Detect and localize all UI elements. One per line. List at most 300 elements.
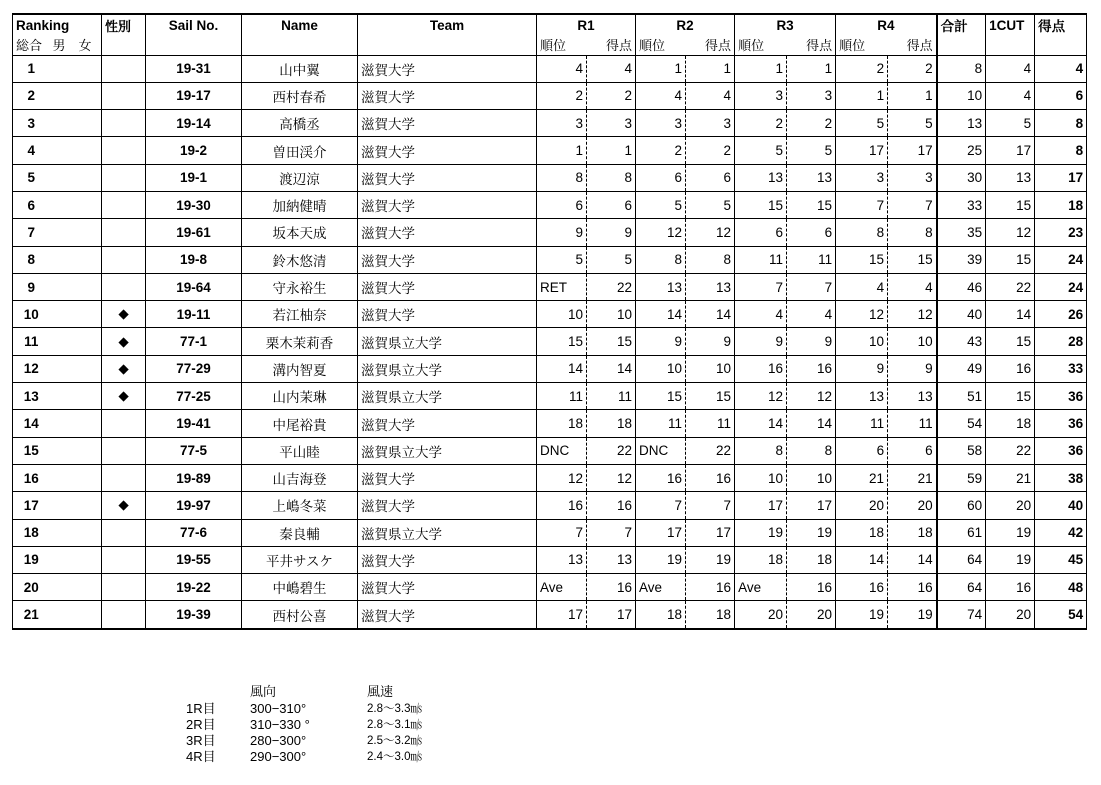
cut-cell: 13: [986, 164, 1035, 191]
r2-points-cell: 8: [686, 246, 735, 273]
r4-points-cell: 6: [888, 437, 937, 464]
gender-marker: [102, 137, 146, 164]
team-cell: 滋賀大学: [358, 55, 537, 82]
cut-cell: 15: [986, 246, 1035, 273]
r3-rank-cell: 13: [735, 164, 787, 191]
header-total: 合計: [937, 14, 986, 35]
gender-marker: [102, 164, 146, 191]
rank-cell: 15: [13, 437, 50, 464]
table-row: [13, 492, 1087, 519]
r3-points-cell: 18: [787, 546, 836, 573]
table-row: [13, 601, 1087, 629]
team-cell: 滋賀県立大学: [358, 383, 537, 410]
table-row: [13, 137, 1087, 164]
r1-rank-cell: 12: [537, 464, 587, 491]
total-cell: 30: [937, 164, 986, 191]
female-marker-cell: [76, 273, 102, 300]
total-cell: 46: [937, 273, 986, 300]
r1-rank-cell: 14: [537, 355, 587, 382]
r3-points-cell: 19: [787, 519, 836, 546]
r4-points-cell: 21: [888, 464, 937, 491]
wind-rows: [180, 701, 422, 765]
subheader-female: 女: [76, 35, 102, 55]
cut-cell: 19: [986, 519, 1035, 546]
subheader-r2-rank: 順位: [636, 35, 686, 55]
r3-rank-cell: 17: [735, 492, 787, 519]
r3-rank-cell: 19: [735, 519, 787, 546]
r4-rank-cell: 1: [836, 82, 888, 109]
r1-rank-cell: 10: [537, 301, 587, 328]
result-rows: [13, 55, 1087, 629]
r1-points-cell: 8: [587, 164, 636, 191]
team-cell: 滋賀大学: [358, 546, 537, 573]
female-marker-cell: [76, 246, 102, 273]
r3-rank-cell: 9: [735, 328, 787, 355]
r2-points-cell: 7: [686, 492, 735, 519]
name-cell: 上嶋冬菜: [242, 492, 358, 519]
team-cell: 滋賀大学: [358, 191, 537, 218]
r1-rank-cell: DNC: [537, 437, 587, 464]
rank-cell: 19: [13, 546, 50, 573]
r2-rank-cell: 15: [636, 383, 686, 410]
wind-speed: 2.5〜3.2㎧: [367, 735, 422, 747]
team-cell: 滋賀大学: [358, 273, 537, 300]
total-cell: 10: [937, 82, 986, 109]
female-marker-cell: [76, 219, 102, 246]
total-cell: 25: [937, 137, 986, 164]
r1-rank-cell: Ave: [537, 574, 587, 601]
r2-points-cell: 22: [686, 437, 735, 464]
results-table: [12, 13, 1087, 630]
total-cell: 60: [937, 492, 986, 519]
r2-points-cell: 14: [686, 301, 735, 328]
total-cell: 49: [937, 355, 986, 382]
r4-points-cell: 12: [888, 301, 937, 328]
team-cell: 滋賀大学: [358, 601, 537, 629]
r3-rank-cell: 18: [735, 546, 787, 573]
r2-points-cell: 18: [686, 601, 735, 629]
r3-rank-cell: 8: [735, 437, 787, 464]
r4-rank-cell: 14: [836, 546, 888, 573]
rank-cell: 1: [13, 55, 50, 82]
r2-points-cell: 15: [686, 383, 735, 410]
female-marker-cell: [76, 492, 102, 519]
female-marker-cell: [76, 55, 102, 82]
r2-points-cell: 1: [686, 55, 735, 82]
r3-points-cell: 11: [787, 246, 836, 273]
score-cell: 4: [1035, 55, 1087, 82]
rank-cell: 20: [13, 574, 50, 601]
r2-rank-cell: 12: [636, 219, 686, 246]
r4-points-cell: 4: [888, 273, 937, 300]
sail-no-cell: 19-14: [146, 110, 242, 137]
r1-rank-cell: 18: [537, 410, 587, 437]
male-cell: [50, 273, 76, 300]
team-cell: 滋賀大学: [358, 464, 537, 491]
team-cell: 滋賀大学: [358, 82, 537, 109]
rank-cell: 7: [13, 219, 50, 246]
r1-points-cell: 16: [587, 574, 636, 601]
r3-rank-cell: 10: [735, 464, 787, 491]
female-marker-cell: [76, 464, 102, 491]
wind-speed-header: 風速: [367, 684, 394, 699]
female-marker-cell: [76, 301, 102, 328]
subheader-r3-points: 得点: [787, 35, 836, 55]
sail-no-cell: 19-17: [146, 82, 242, 109]
sail-no-cell: 19-64: [146, 273, 242, 300]
score-cell: 17: [1035, 164, 1087, 191]
table-row: [13, 328, 1087, 355]
r2-points-cell: 17: [686, 519, 735, 546]
r1-points-cell: 10: [587, 301, 636, 328]
female-marker-cell: [76, 437, 102, 464]
sail-no-cell: 77-6: [146, 519, 242, 546]
r4-points-cell: 8: [888, 219, 937, 246]
rank-cell: 5: [13, 164, 50, 191]
header-r2: R2: [636, 14, 735, 35]
male-cell: [50, 355, 76, 382]
gender-marker: ◆: [102, 355, 146, 382]
table-row: [13, 164, 1087, 191]
r4-points-cell: 3: [888, 164, 937, 191]
team-cell: 滋賀大学: [358, 110, 537, 137]
name-cell: 渡辺涼: [242, 164, 358, 191]
r1-points-cell: 13: [587, 546, 636, 573]
total-cell: 33: [937, 191, 986, 218]
header-gender: 性別: [102, 14, 146, 35]
score-cell: 48: [1035, 574, 1087, 601]
cut-cell: 22: [986, 437, 1035, 464]
r4-rank-cell: 13: [836, 383, 888, 410]
score-cell: 28: [1035, 328, 1087, 355]
r2-rank-cell: 1: [636, 55, 686, 82]
r1-points-cell: 15: [587, 328, 636, 355]
r4-rank-cell: 5: [836, 110, 888, 137]
cut-cell: 20: [986, 492, 1035, 519]
r2-rank-cell: Ave: [636, 574, 686, 601]
male-cell: [50, 492, 76, 519]
subheader-team-blank: [358, 35, 537, 55]
male-cell: [50, 410, 76, 437]
r2-rank-cell: 14: [636, 301, 686, 328]
team-cell: 滋賀県立大学: [358, 519, 537, 546]
score-cell: 36: [1035, 383, 1087, 410]
cut-cell: 20: [986, 601, 1035, 629]
header-r4: R4: [836, 14, 937, 35]
subheader-cut-blank: [986, 35, 1035, 55]
female-marker-cell: [76, 383, 102, 410]
team-cell: 滋賀大学: [358, 246, 537, 273]
subheader-r3-rank: 順位: [735, 35, 787, 55]
r4-points-cell: 19: [888, 601, 937, 629]
score-cell: 36: [1035, 437, 1087, 464]
gender-marker: ◆: [102, 383, 146, 410]
r4-rank-cell: 2: [836, 55, 888, 82]
rank-cell: 3: [13, 110, 50, 137]
total-cell: 43: [937, 328, 986, 355]
r3-points-cell: 9: [787, 328, 836, 355]
r4-rank-cell: 12: [836, 301, 888, 328]
r1-rank-cell: 5: [537, 246, 587, 273]
gender-marker: ◆: [102, 301, 146, 328]
total-cell: 54: [937, 410, 986, 437]
r3-points-cell: 10: [787, 464, 836, 491]
r2-rank-cell: 11: [636, 410, 686, 437]
r3-rank-cell: 6: [735, 219, 787, 246]
name-cell: 若江柚奈: [242, 301, 358, 328]
wind-direction: 300−310°: [250, 701, 307, 716]
gender-marker: [102, 601, 146, 629]
r1-rank-cell: 6: [537, 191, 587, 218]
cut-cell: 15: [986, 328, 1035, 355]
wind-dir-header: 風向: [250, 684, 277, 699]
gender-marker: ◆: [102, 492, 146, 519]
r2-points-cell: 9: [686, 328, 735, 355]
r2-rank-cell: 5: [636, 191, 686, 218]
male-cell: [50, 137, 76, 164]
rank-cell: 8: [13, 246, 50, 273]
rank-cell: 16: [13, 464, 50, 491]
r2-rank-cell: 3: [636, 110, 686, 137]
subheader-r4-rank: 順位: [836, 35, 888, 55]
r1-rank-cell: 3: [537, 110, 587, 137]
r2-points-cell: 2: [686, 137, 735, 164]
r2-rank-cell: 8: [636, 246, 686, 273]
r4-rank-cell: 17: [836, 137, 888, 164]
wind-row: [180, 733, 422, 749]
r4-rank-cell: 16: [836, 574, 888, 601]
gender-marker: [102, 110, 146, 137]
r3-points-cell: 15: [787, 191, 836, 218]
sail-no-cell: 77-29: [146, 355, 242, 382]
r1-rank-cell: 17: [537, 601, 587, 629]
male-cell: [50, 464, 76, 491]
r3-points-cell: 8: [787, 437, 836, 464]
team-cell: 滋賀県立大学: [358, 328, 537, 355]
r1-points-cell: 1: [587, 137, 636, 164]
r4-points-cell: 5: [888, 110, 937, 137]
r3-points-cell: 17: [787, 492, 836, 519]
table-row: [13, 219, 1087, 246]
sail-no-cell: 19-55: [146, 546, 242, 573]
score-cell: 24: [1035, 246, 1087, 273]
female-marker-cell: [76, 82, 102, 109]
team-cell: 滋賀大学: [358, 410, 537, 437]
r2-rank-cell: 7: [636, 492, 686, 519]
r3-rank-cell: 20: [735, 601, 787, 629]
r3-rank-cell: 16: [735, 355, 787, 382]
r3-points-cell: 16: [787, 355, 836, 382]
rank-cell: 4: [13, 137, 50, 164]
r4-rank-cell: 19: [836, 601, 888, 629]
rank-cell: 12: [13, 355, 50, 382]
r2-rank-cell: 10: [636, 355, 686, 382]
subheader-score-blank: [1035, 35, 1087, 55]
subheader-r1-points: 得点: [587, 35, 636, 55]
rank-cell: 18: [13, 519, 50, 546]
r4-points-cell: 9: [888, 355, 937, 382]
female-marker-cell: [76, 328, 102, 355]
table-row: [13, 55, 1087, 82]
female-marker-cell: [76, 137, 102, 164]
r2-points-cell: 12: [686, 219, 735, 246]
score-cell: 6: [1035, 82, 1087, 109]
female-marker-cell: [76, 519, 102, 546]
table-row: [13, 246, 1087, 273]
r1-points-cell: 18: [587, 410, 636, 437]
cut-cell: 4: [986, 55, 1035, 82]
team-cell: 滋賀県立大学: [358, 355, 537, 382]
name-cell: 中嶋碧生: [242, 574, 358, 601]
r1-rank-cell: 1: [537, 137, 587, 164]
total-cell: 40: [937, 301, 986, 328]
r1-points-cell: 4: [587, 55, 636, 82]
r3-points-cell: 3: [787, 82, 836, 109]
table-row: [13, 301, 1087, 328]
r2-points-cell: 3: [686, 110, 735, 137]
score-cell: 42: [1035, 519, 1087, 546]
sail-no-cell: 19-2: [146, 137, 242, 164]
cut-cell: 15: [986, 191, 1035, 218]
r2-rank-cell: 6: [636, 164, 686, 191]
cut-cell: 12: [986, 219, 1035, 246]
r3-points-cell: 16: [787, 574, 836, 601]
r4-rank-cell: 10: [836, 328, 888, 355]
cut-cell: 14: [986, 301, 1035, 328]
r3-points-cell: 13: [787, 164, 836, 191]
r1-rank-cell: 8: [537, 164, 587, 191]
male-cell: [50, 383, 76, 410]
r3-points-cell: 5: [787, 137, 836, 164]
r3-rank-cell: 12: [735, 383, 787, 410]
table-row: [13, 355, 1087, 382]
r2-points-cell: 5: [686, 191, 735, 218]
rank-cell: 21: [13, 601, 50, 629]
r2-rank-cell: DNC: [636, 437, 686, 464]
sail-no-cell: 19-22: [146, 574, 242, 601]
sail-no-cell: 19-11: [146, 301, 242, 328]
table-row: [13, 464, 1087, 491]
male-cell: [50, 601, 76, 629]
r3-points-cell: 4: [787, 301, 836, 328]
r1-points-cell: 14: [587, 355, 636, 382]
rank-cell: 11: [13, 328, 50, 355]
r3-points-cell: 12: [787, 383, 836, 410]
total-cell: 74: [937, 601, 986, 629]
wind-speed: 2.4〜3.0㎧: [367, 751, 422, 763]
name-cell: 山内茉琳: [242, 383, 358, 410]
male-cell: [50, 574, 76, 601]
male-cell: [50, 519, 76, 546]
total-cell: 35: [937, 219, 986, 246]
score-cell: 40: [1035, 492, 1087, 519]
female-marker-cell: [76, 110, 102, 137]
cut-cell: 4: [986, 82, 1035, 109]
r3-points-cell: 20: [787, 601, 836, 629]
r3-points-cell: 2: [787, 110, 836, 137]
sail-no-cell: 19-97: [146, 492, 242, 519]
r4-rank-cell: 15: [836, 246, 888, 273]
r3-rank-cell: 11: [735, 246, 787, 273]
team-cell: 滋賀大学: [358, 492, 537, 519]
wind-race-label: 3R目: [186, 733, 216, 748]
score-cell: 26: [1035, 301, 1087, 328]
header-r3: R3: [735, 14, 836, 35]
male-cell: [50, 191, 76, 218]
r1-points-cell: 11: [587, 383, 636, 410]
cut-cell: 22: [986, 273, 1035, 300]
subheader-gender-blank: [102, 35, 146, 55]
r4-rank-cell: 21: [836, 464, 888, 491]
r1-rank-cell: 2: [537, 82, 587, 109]
total-cell: 51: [937, 383, 986, 410]
total-cell: 8: [937, 55, 986, 82]
r4-points-cell: 7: [888, 191, 937, 218]
score-cell: 8: [1035, 137, 1087, 164]
r4-points-cell: 16: [888, 574, 937, 601]
sail-no-cell: 77-5: [146, 437, 242, 464]
female-marker-cell: [76, 601, 102, 629]
table-row: [13, 519, 1087, 546]
name-cell: 西村春希: [242, 82, 358, 109]
r1-points-cell: 3: [587, 110, 636, 137]
wind-speed: 2.8〜3.1㎧: [367, 719, 422, 731]
rank-cell: 9: [13, 273, 50, 300]
r2-points-cell: 16: [686, 464, 735, 491]
header-row-2: [13, 35, 1087, 55]
r3-rank-cell: 14: [735, 410, 787, 437]
r1-points-cell: 7: [587, 519, 636, 546]
r2-points-cell: 6: [686, 164, 735, 191]
female-marker-cell: [76, 164, 102, 191]
wind-header-blank: [180, 684, 250, 701]
r3-rank-cell: 15: [735, 191, 787, 218]
header-team: Team: [358, 14, 537, 35]
header-cut: 1CUT: [986, 14, 1035, 35]
r4-points-cell: 13: [888, 383, 937, 410]
table-row: [13, 191, 1087, 218]
sail-no-cell: 19-61: [146, 219, 242, 246]
name-cell: 山吉海登: [242, 464, 358, 491]
gender-marker: [102, 574, 146, 601]
female-marker-cell: [76, 191, 102, 218]
subheader-name-blank: [242, 35, 358, 55]
gender-marker: [102, 410, 146, 437]
r2-rank-cell: 16: [636, 464, 686, 491]
r1-rank-cell: 7: [537, 519, 587, 546]
r2-rank-cell: 9: [636, 328, 686, 355]
total-cell: 64: [937, 574, 986, 601]
gender-marker: [102, 437, 146, 464]
team-cell: 滋賀大学: [358, 574, 537, 601]
name-cell: 高橋丞: [242, 110, 358, 137]
subheader-sail-blank: [146, 35, 242, 55]
gender-marker: [102, 55, 146, 82]
male-cell: [50, 110, 76, 137]
score-cell: 18: [1035, 191, 1087, 218]
r2-rank-cell: 18: [636, 601, 686, 629]
cut-cell: 16: [986, 574, 1035, 601]
female-marker-cell: [76, 574, 102, 601]
sail-no-cell: 19-8: [146, 246, 242, 273]
female-marker-cell: [76, 546, 102, 573]
wind-direction: 310−330 °: [250, 717, 310, 732]
r3-points-cell: 7: [787, 273, 836, 300]
gender-marker: [102, 191, 146, 218]
male-cell: [50, 328, 76, 355]
male-cell: [50, 55, 76, 82]
wind-direction: 290−300°: [250, 749, 307, 764]
